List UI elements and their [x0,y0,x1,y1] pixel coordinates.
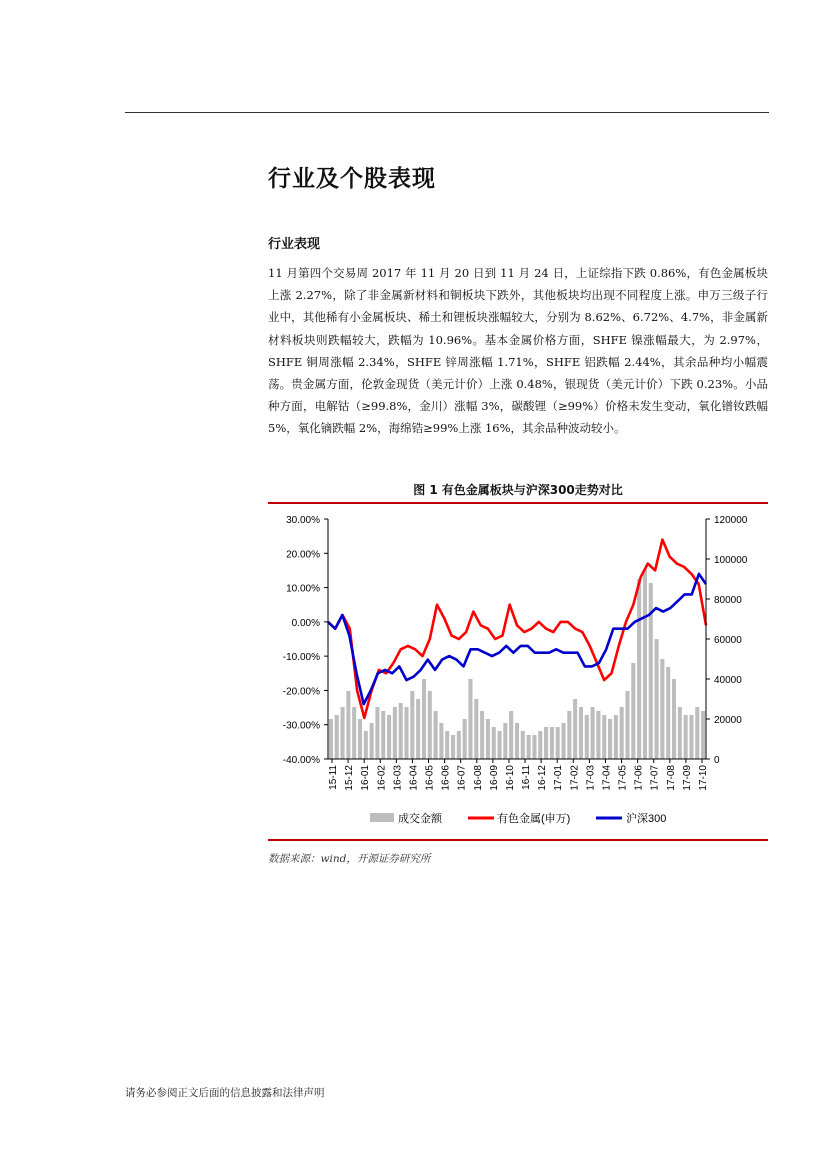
volume-bar [643,569,647,759]
x-tick-label: 16-09 [488,765,500,791]
volume-bar [416,699,420,759]
volume-bar [346,691,350,759]
x-tick-label: 16-10 [504,765,516,791]
x-tick-label: 16-01 [360,765,372,791]
volume-bar [399,703,403,759]
figure-number: 图 1 [413,483,438,497]
right-tick-label: 40000 [714,675,742,686]
volume-bar [503,723,507,759]
volume-bar [527,735,531,759]
volume-bar [370,723,374,759]
header-rule [125,112,769,113]
volume-bar [532,735,536,759]
volume-bar [573,699,577,759]
left-tick-label: -10.00% [282,652,320,664]
volume-bar [660,659,664,759]
volume-bar [556,727,560,759]
volume-bar [666,667,670,759]
legend-volume-label: 成交金额 [398,813,442,825]
volume-bar [480,711,484,759]
x-tick-label: 16-04 [408,765,420,791]
volume-bar [387,715,391,759]
legend-volume-swatch [370,813,394,822]
x-tick-label: 17-06 [633,765,645,791]
volume-bar [439,723,443,759]
left-tick-label: -40.00% [282,755,320,766]
volume-bar [637,579,641,759]
volume-bar [550,727,554,759]
x-tick-label: 17-03 [585,765,597,791]
volume-bar [579,707,583,759]
volume-bar [410,691,414,759]
volume-bar [544,727,548,759]
legend-nonferrous-label: 有色金属(申万) [497,813,571,825]
volume-bar [672,679,676,759]
volume-bar [695,707,699,759]
right-tick-label: 20000 [714,715,742,726]
figure-caption [268,481,768,498]
footer-disclaimer: 请务必参阅正文后面的信息披露和法律声明 [125,1087,325,1099]
volume-bar [596,711,600,759]
volume-bar [585,715,589,759]
volume-bar [335,715,339,759]
volume-bar [498,731,502,759]
right-tick-label: 60000 [714,635,742,646]
x-tick-label: 17-02 [569,765,581,791]
volume-bar [468,679,472,759]
volume-bar [428,691,432,759]
chart-bottom-rule [268,839,768,841]
sub-title: 行业表现 [268,237,321,252]
figure-caption-text: 有色金属板块与沪深300走势对比 [441,483,623,497]
volume-bar [381,711,385,759]
x-tick-label: 15-12 [344,765,356,791]
x-tick-label: 17-09 [681,765,693,791]
volume-bar [364,731,368,759]
body-paragraph: 11 月第四个交易周 2017 年 11 月 20 日到 11 月 24 日，上证综指下跌 0.86%，有色金属板块上涨 2.27%，除了非金属新材料和铜板块下跌外，其他板块均出现不同程度上涨。申万三级子行业中，其他稀有小金属板块、稀土和锂板块涨幅较大，分别为 8.62%、6.72%、4.7%，非金属新材料板块则跌幅较大，跌幅为 10.96%。基本金属价格方面，SHFE 镍涨幅最大，为 2.97%，SHFE 铜周涨幅 2.34%，SHFE 锌周涨幅 1.71%，SHFE 铝跌幅 2.44%，其余品种均小幅震荡。贵金属方面，伦敦金现货（美元计价）上涨 0.48%，银现货（美元计价）下跌 0.23%。小品种方面，电解钴（≥99.8%，金川）涨幅 3%，碳酸锂（≥99%）价格未发生变动，氧化镨钕跌幅 5%，氧化镝跌幅 2%，海绵锆≥99%上涨 16%，其余品种波动较小。 [268,266,768,436]
x-tick-label: 16-07 [456,765,468,791]
volume-bar [620,707,624,759]
comparison-chart [268,505,768,835]
left-tick-label: 10.00% [286,583,320,595]
left-tick-label: 30.00% [286,515,320,526]
volume-bar [684,715,688,759]
right-tick-label: 80000 [714,595,742,606]
volume-bar [655,639,659,759]
x-tick-label: 16-08 [472,765,484,791]
x-tick-label: 16-11 [521,765,533,790]
right-tick-label: 100000 [714,555,748,566]
right-tick-label: 120000 [714,515,748,526]
volume-bar [457,731,461,759]
left-tick-label: -30.00% [282,720,320,732]
x-tick-label: 17-10 [698,765,709,791]
volume-bar [561,723,565,759]
volume-bar [614,715,618,759]
x-tick-label: 16-03 [392,765,404,791]
x-tick-label: 16-02 [376,765,388,791]
x-tick-label: 17-04 [601,765,613,791]
volume-bar [422,679,426,759]
legend-csi300-label: 沪深300 [626,813,667,825]
volume-bar [404,707,408,759]
volume-bar [649,583,653,759]
volume-bar [375,707,379,759]
volume-bar [445,731,449,759]
x-tick-label: 15-11 [328,765,339,790]
volume-bar [509,711,513,759]
x-tick-label: 16-05 [424,765,436,791]
volume-bar [701,711,705,759]
left-tick-label: 20.00% [286,549,320,561]
volume-bar [393,707,397,759]
volume-bar [631,663,635,759]
volume-bar [538,731,542,759]
volume-bar [602,715,606,759]
right-tick-label: 0 [714,755,720,766]
section-title: 行业及个股表现 [268,166,436,192]
volume-bar [352,707,356,759]
volume-bar [567,711,571,759]
x-tick-label: 16-06 [440,765,452,791]
volume-bar [492,727,496,759]
volume-bar [434,711,438,759]
volume-bar [521,731,525,759]
volume-bar [341,707,345,759]
volume-bar [689,715,693,759]
volume-bar [625,691,629,759]
source-note: 数据来源：wind，开源证券研究所 [268,853,431,865]
chart-top-rule [268,502,768,504]
volume-bar [358,719,362,759]
x-tick-label: 17-08 [665,765,677,791]
volume-bar [474,699,478,759]
volume-bar [451,735,455,759]
x-tick-label: 17-05 [617,765,629,791]
left-tick-label: 0.00% [291,617,320,629]
x-tick-label: 16-12 [537,765,549,791]
left-tick-label: -20.00% [282,686,320,698]
x-tick-label: 17-07 [649,765,661,791]
volume-bar [486,719,490,759]
x-tick-label: 17-01 [553,765,565,791]
volume-bar [463,719,467,759]
volume-bar [608,719,612,759]
volume-bar [329,719,333,759]
volume-bar [591,707,595,759]
volume-bar [678,707,682,759]
volume-bar [515,723,519,759]
